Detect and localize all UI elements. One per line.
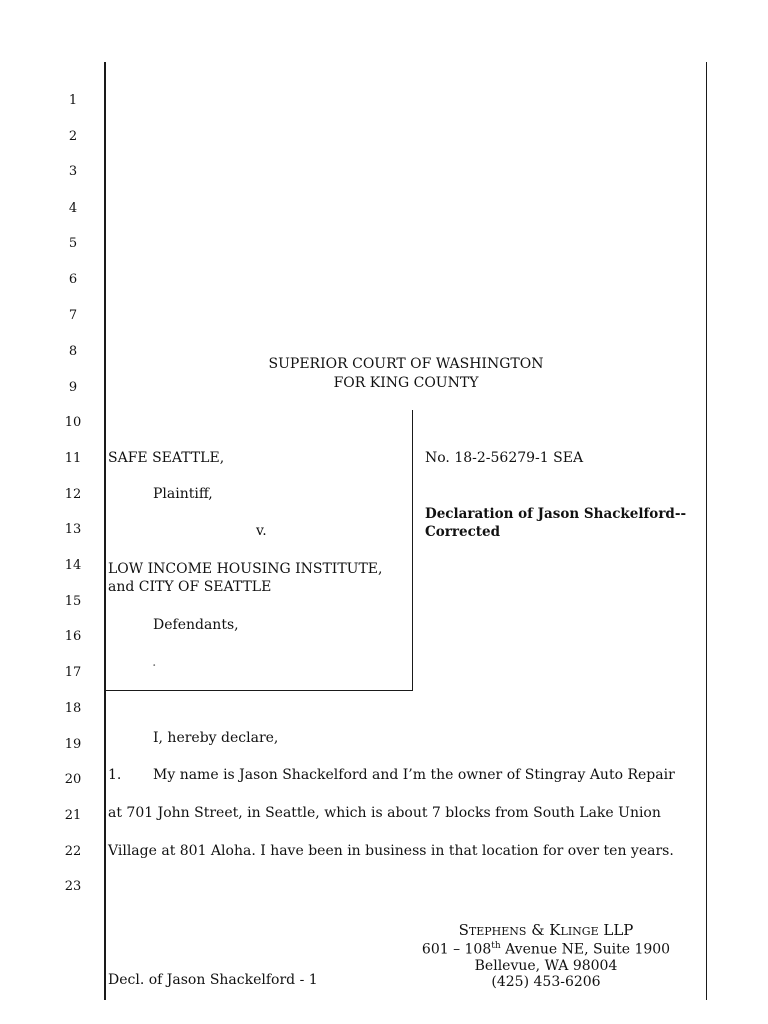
line-number: 4 (68, 201, 78, 216)
line-number: 19 (64, 737, 82, 752)
case-number: No. 18-2-56279-1 SEA (425, 450, 584, 466)
versus: v. (256, 523, 267, 539)
trailing-mark: . (152, 654, 157, 670)
paragraph-line: My name is Jason Shackelford and I’m the owner of Stingray Auto Repair (153, 767, 675, 783)
line-number: 7 (68, 308, 78, 323)
caption-divider (412, 410, 413, 691)
line-number: 17 (64, 665, 82, 680)
line-number: 15 (64, 594, 82, 609)
court-name: SUPERIOR COURT OF WASHINGTON (268, 356, 544, 372)
firm-address (412, 938, 680, 958)
line-number: 20 (64, 772, 82, 787)
document-title-line2: Corrected (425, 524, 501, 540)
firm-phone: (425) 453-6206 (491, 973, 601, 990)
line-number: 1 (68, 93, 78, 108)
paragraph-number: 1. (108, 767, 122, 783)
line-number: 22 (64, 844, 82, 859)
footer-document-label: Decl. of Jason Shackelford - 1 (108, 972, 318, 988)
line-number: 5 (68, 236, 78, 251)
defendant-name-line2: and CITY OF SEATTLE (108, 579, 272, 595)
line-number: 16 (64, 629, 82, 644)
court-heading (106, 355, 706, 393)
right-margin-rule (706, 62, 707, 1000)
line-number: 10 (64, 415, 82, 430)
document-title (425, 505, 686, 541)
firm-address-street: Avenue NE, Suite 1900 (500, 941, 671, 958)
line-number: 11 (64, 451, 82, 466)
line-number: 13 (64, 522, 82, 537)
line-number: 14 (64, 558, 82, 573)
line-number: 12 (64, 487, 82, 502)
defendant-name-line1: LOW INCOME HOUSING INSTITUTE, (108, 561, 383, 577)
line-number: 18 (64, 701, 82, 716)
plaintiff-label: Plaintiff, (153, 486, 213, 502)
line-number: 21 (64, 808, 82, 823)
defendant-label: Defendants, (153, 617, 239, 633)
paragraph-line: at 701 John Street, in Seattle, which is about 7 blocks from South Lake Union (108, 805, 661, 821)
line-number: 3 (68, 164, 78, 179)
document-title-line1: Declaration of Jason Shackelford-- (425, 506, 687, 522)
firm-name: Stephens & Klinge LLP (458, 921, 634, 939)
line-number: 6 (68, 272, 78, 287)
firm-city: Bellevue, WA 98004 (474, 957, 618, 974)
line-number: 8 (68, 344, 78, 359)
ordinal-suffix: th (491, 941, 501, 951)
line-number: 2 (68, 129, 78, 144)
plaintiff-name: SAFE SEATTLE, (108, 450, 225, 466)
left-margin-rule (104, 62, 106, 1000)
firm-address-number: 601 – 108 (421, 941, 492, 958)
caption-bottom-rule (106, 690, 413, 691)
firm-block (412, 922, 680, 990)
court-county: FOR KING COUNTY (333, 375, 479, 391)
line-number: 9 (68, 380, 78, 395)
line-number: 23 (64, 879, 82, 894)
paragraph-line: Village at 801 Aloha. I have been in business in that location for over ten years. (108, 843, 674, 859)
intro-line: I, hereby declare, (153, 730, 279, 746)
